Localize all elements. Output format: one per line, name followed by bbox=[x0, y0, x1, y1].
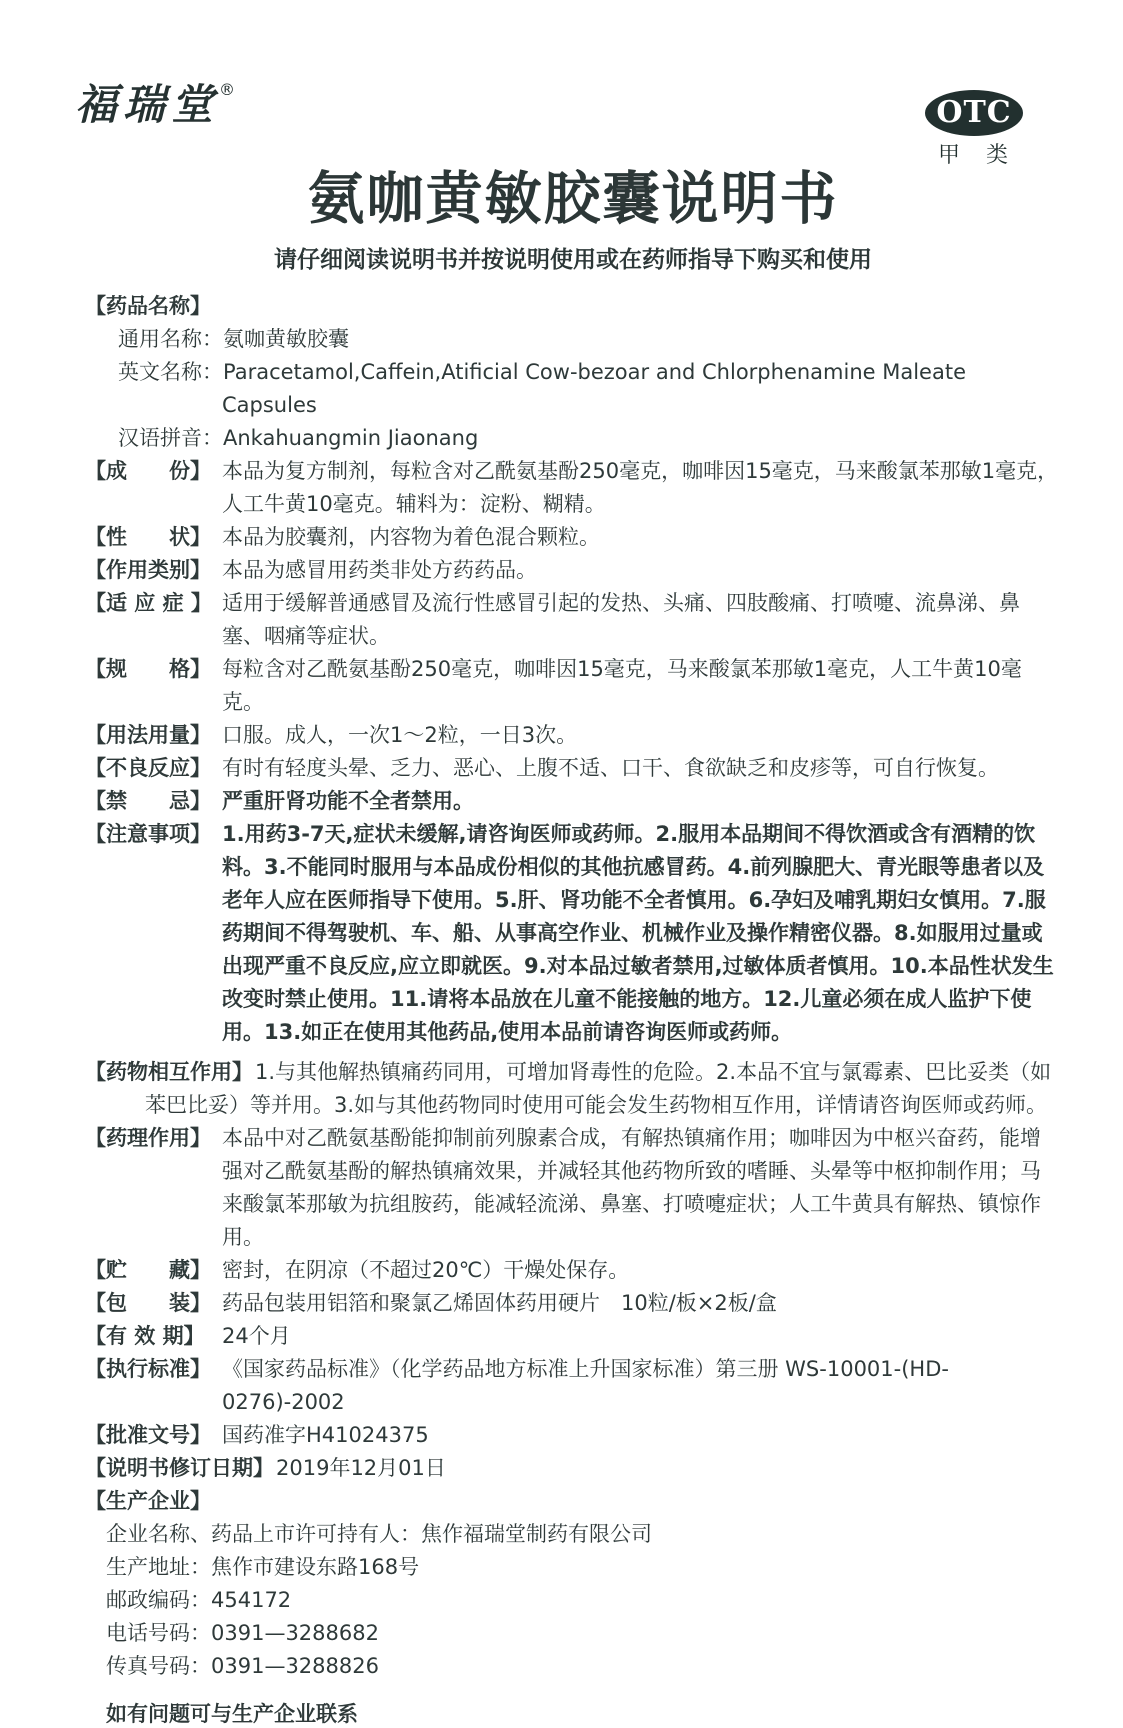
section-label: 【生产企业】 bbox=[85, 1488, 211, 1513]
section-revision-date bbox=[85, 1452, 1061, 1485]
field-label: 英文名称： bbox=[118, 359, 223, 384]
section-standard bbox=[85, 1353, 1061, 1419]
otc-class-label: 甲 类 bbox=[937, 143, 1010, 168]
manufacturer-address-row bbox=[106, 1551, 1061, 1584]
section-label: 【成 份】 bbox=[85, 458, 211, 483]
section-label: 【用法用量】 bbox=[85, 722, 211, 747]
section-contraindications bbox=[85, 785, 1061, 818]
section-label: 【注意事项】 bbox=[85, 821, 211, 846]
section-composition bbox=[85, 455, 1061, 521]
section-manufacturer bbox=[85, 1485, 1061, 1518]
page-title: 氨咖黄敏胶囊说明书 bbox=[307, 166, 839, 232]
registered-trademark-icon: ® bbox=[219, 80, 236, 99]
otc-label: OTC bbox=[925, 90, 1023, 136]
section-label: 【规 格】 bbox=[85, 656, 211, 681]
section-dosage bbox=[85, 719, 1061, 752]
section-text: 本品为感冒用药类非处方药药品。 bbox=[222, 557, 537, 582]
section-text: 本品为复方制剂，每粒含对乙酰氨基酚250毫克，咖啡因15毫克，马来酸氯苯那敏1毫克，人工牛黄10毫克。辅料为：淀粉、糊精。 bbox=[222, 458, 1059, 516]
generic-name-row bbox=[118, 323, 1061, 356]
field-value: 焦作福瑞堂制药有限公司 bbox=[421, 1521, 652, 1546]
field-label: 电话号码： bbox=[106, 1620, 211, 1645]
brand-name: 福瑞堂 bbox=[75, 80, 220, 129]
section-label: 【药物相互作用】 bbox=[85, 1059, 253, 1084]
section-label: 【药品名称】 bbox=[85, 293, 211, 318]
section-text: 24个月 bbox=[222, 1323, 291, 1348]
section-label: 【性 状】 bbox=[85, 524, 211, 549]
field-label: 邮政编码： bbox=[106, 1587, 211, 1612]
section-pharmacology bbox=[85, 1122, 1061, 1254]
field-value: 0391—3288682 bbox=[211, 1620, 379, 1645]
section-label: 【适 应 症 】 bbox=[85, 590, 212, 615]
field-label: 通用名称： bbox=[118, 326, 223, 351]
section-label: 【禁 忌】 bbox=[85, 788, 211, 813]
section-validity bbox=[85, 1320, 1061, 1353]
subtitle: 请仔细阅读说明书并按说明使用或在药师指导下购买和使用 bbox=[274, 246, 872, 273]
field-label: 企业名称、药品上市许可持有人： bbox=[106, 1521, 421, 1546]
section-description bbox=[85, 521, 1061, 554]
postal-code-row bbox=[106, 1584, 1061, 1617]
section-drug-interactions bbox=[85, 1056, 1061, 1122]
field-label: 生产地址： bbox=[106, 1554, 211, 1579]
contact-note: 如有问题可与生产企业联系 bbox=[106, 1701, 358, 1726]
field-value: 氨咖黄敏胶囊 bbox=[223, 326, 349, 351]
section-specification bbox=[85, 653, 1061, 719]
english-name-row bbox=[118, 356, 1061, 422]
section-label: 【贮 藏】 bbox=[85, 1257, 211, 1282]
section-approval-number bbox=[85, 1419, 1061, 1452]
section-indications bbox=[85, 587, 1061, 653]
field-label: 汉语拼音： bbox=[118, 425, 223, 450]
section-label: 【包 装】 bbox=[85, 1290, 211, 1315]
section-text: 严重肝肾功能不全者禁用。 bbox=[222, 788, 474, 813]
section-label: 【作用类别】 bbox=[85, 557, 211, 582]
field-value: 0391—3288826 bbox=[211, 1653, 379, 1678]
section-text: 密封，在阴凉（不超过20℃）干燥处保存。 bbox=[222, 1257, 630, 1282]
manufacturer-name-row bbox=[106, 1518, 1061, 1551]
section-text: 国药准字H41024375 bbox=[222, 1422, 429, 1447]
pinyin-name-row bbox=[118, 422, 1061, 455]
section-text: 《国家药品标准》（化学药品地方标准上升国家标准）第三册 WS-10001-(HD-0276)-2002 bbox=[222, 1356, 949, 1414]
section-storage bbox=[85, 1254, 1061, 1287]
header bbox=[75, 72, 1061, 168]
section-category bbox=[85, 554, 1061, 587]
field-value: 454172 bbox=[211, 1587, 292, 1612]
field-value: Ankahuangmin Jiaonang bbox=[223, 425, 479, 450]
section-label: 【说明书修订日期】 bbox=[85, 1455, 274, 1480]
phone-number-row bbox=[106, 1617, 1061, 1650]
section-text: 口服。成人，一次1～2粒，一日3次。 bbox=[222, 722, 578, 747]
section-text: 本品为胶囊剂，内容物为着色混合颗粒。 bbox=[222, 524, 600, 549]
section-text: 1.用药3-7天,症状未缓解,请咨询医师或药师。2.服用本品期间不得饮酒或含有酒精的饮料。3.不能同时服用与本品成份相似的其他抗感冒药。4.前列腺肥大、青光眼等患者以及老年人应在医师指导下使用。5.肝、肾功能不全者慎用。6.孕妇及哺乳期妇女慎用。7.服药期间不得驾驶机、车、船、从事高空作业、机械作业及操作精密仪器。8.如服用过量或出现严重不良反应,应立即就医。9.对本品过敏者禁用,过敏体质者慎用。10.本品性状发生改变时禁止使用。11.请将本品放在儿童不能接触的地方。12.儿童必须在成人监护下使用。13.如正在使用其他药品,使用本品前请咨询医师或药师。 bbox=[222, 821, 1054, 1044]
brand-logo bbox=[75, 72, 235, 132]
section-precautions bbox=[85, 818, 1061, 1049]
section-text: 药品包装用铝箔和聚氯乙烯固体药用硬片 10粒/板×2板/盒 bbox=[222, 1290, 777, 1315]
section-text: 1.与其他解热镇痛药同用，可增加肾毒性的危险。2.本品不宜与氯霉素、巴比妥类（如苯巴比妥）等并用。3.如与其他药物同时使用可能会发生药物相互作用，详情请咨询医师或药师。 bbox=[145, 1059, 1052, 1117]
section-text: 每粒含对乙酰氨基酚250毫克，咖啡因15毫克，马来酸氯苯那敏1毫克，人工牛黄10毫克。 bbox=[222, 656, 1022, 714]
section-adverse-reactions bbox=[85, 752, 1061, 785]
section-label: 【有 效 期】 bbox=[85, 1323, 205, 1348]
section-label: 【不良反应】 bbox=[85, 755, 211, 780]
section-text: 有时有轻度头晕、乏力、恶心、上腹不适、口干、食欲缺乏和皮疹等，可自行恢复。 bbox=[222, 755, 999, 780]
section-label: 【药理作用】 bbox=[85, 1125, 211, 1150]
field-value: Paracetamol,Caffein,Atificial Cow-bezoar and Chlorphenamine Maleate Capsules bbox=[222, 359, 966, 417]
section-drug-name bbox=[85, 290, 1061, 323]
otc-badge bbox=[925, 90, 1023, 169]
field-label: 传真号码： bbox=[106, 1653, 211, 1678]
section-label: 【执行标准】 bbox=[85, 1356, 211, 1381]
section-text: 适用于缓解普通感冒及流行性感冒引起的发热、头痛、四肢酸痛、打喷嚏、流鼻涕、鼻塞、咽痛等症状。 bbox=[222, 590, 1020, 648]
section-text: 2019年12月01日 bbox=[276, 1455, 446, 1480]
section-text: 本品中对乙酰氨基酚能抑制前列腺素合成，有解热镇痛作用；咖啡因为中枢兴奋药，能增强对乙酰氨基酚的解热镇痛效果，并减轻其他药物所致的嗜睡、头晕等中枢抑制作用；马来酸氯苯那敏为抗组胺药，能减轻流涕、鼻塞、打喷嚏症状；人工牛黄具有解热、镇惊作用。 bbox=[222, 1125, 1041, 1249]
section-packaging bbox=[85, 1287, 1061, 1320]
section-label: 【批准文号】 bbox=[85, 1422, 211, 1447]
fax-number-row bbox=[106, 1650, 1061, 1683]
field-value: 焦作市建设东路168号 bbox=[211, 1554, 420, 1579]
